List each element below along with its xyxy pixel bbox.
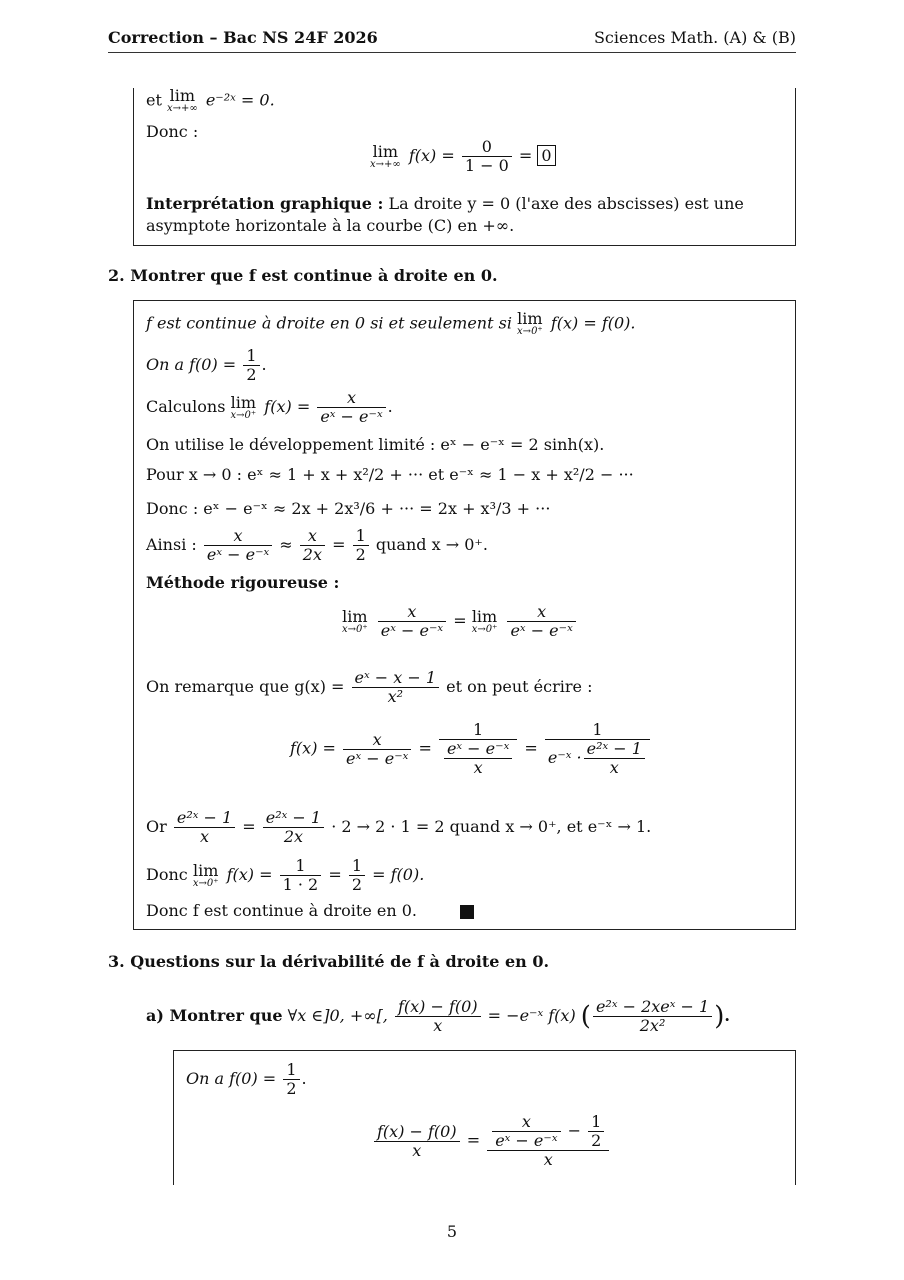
- limit-equation: lim x→+∞ f(x) = $\frac{0}{1 - 0}$ = 0: [370, 138, 556, 175]
- dl-line: On utilise le développement limité : eˣ − e⁻ˣ = 2 sinh(x).: [146, 435, 605, 454]
- interpretation-line-2: asymptote horizontale à la courbe (C) en +∞.: [146, 216, 515, 235]
- f0-value-2: On a f(0) = $\frac{1}{2}$ .: [186, 1060, 307, 1098]
- f0-value: On a f(0) = $\frac{1}{2}$ .: [146, 346, 267, 384]
- donc-line: Donc :: [146, 122, 199, 141]
- section-3-title: 3. Questions sur la dérivabilité de f à droite en 0.: [108, 952, 550, 971]
- limit-line: et lim x→+∞ e⁻²ˣ = 0.: [146, 86, 275, 114]
- question-3a: a) Montrer que ∀x ∈]0, +∞[, $\frac{f(x) - f(0)}{x}$ = −e⁻ˣ f(x) ( $\frac{\text{e²ˣ − 2xeˣ − 1}}{\text{2x²}}$ ).: [146, 997, 730, 1035]
- solution-box-limit: [133, 88, 796, 246]
- donc-taylor-line: Donc : eˣ − e⁻ˣ ≈ 2x + 2x³/6 + ··· = 2x + x³/3 + ···: [146, 499, 551, 518]
- page-number: 5: [446, 1222, 458, 1241]
- calculons-line: Calculons lim x→0⁺ f(x) = $\frac{x}{\text{eˣ − e⁻ˣ}}$ .: [146, 388, 393, 426]
- interpretation-line-1: Interprétation graphique : La droite y = 0 (l'axe des abscisses) est une: [146, 194, 744, 213]
- rigorous-limit: lim x→0⁺ $\frac{x}{\text{eˣ − e⁻ˣ}}$ = lim x→0⁺ $\frac{x}{\text{eˣ − e⁻ˣ}}$: [342, 603, 578, 640]
- solution-box-continuity: [133, 300, 796, 930]
- conclusion-line: Donc f est continue à droite en 0.: [146, 901, 474, 921]
- continuity-definition: f est continue à droite en 0 si et seulement si lim x→0⁺ f(x) = f(0).: [146, 309, 636, 337]
- difference-quotient: $\frac{f(x) - f(0)}{x}$ = $\frac{x}{\text{eˣ − e⁻ˣ}}$ − $\frac{1}{2}$ x: [372, 1113, 611, 1169]
- solution-box-derivability: [173, 1050, 796, 1185]
- qed-square-icon: [460, 905, 474, 919]
- taylor-line: Pour x → 0 : eˣ ≈ 1 + x + x²/2 + ··· et e⁻ˣ ≈ 1 − x + x²/2 − ···: [146, 465, 634, 484]
- boxed-result: 0: [537, 145, 555, 166]
- page-header: [108, 28, 796, 53]
- header-title: Correction – Bac NS 24F 2026: [108, 28, 378, 47]
- section-2-title: 2. Montrer que f est continue à droite en 0.: [108, 266, 498, 285]
- header-subject: Sciences Math. (A) & (B): [593, 28, 796, 47]
- or-line: Or $\frac{\text{e²ˣ − 1}}{x}$ = $\frac{\text{e²ˣ − 1}}{2x}$ · 2 → 2 · 1 = 2 quand x → 0⁺, et e⁻ˣ → 1.: [146, 808, 652, 846]
- donc-limit-line: Donc lim x→0⁺ f(x) = $\frac{1}{1 \cdot 2}$ = $\frac{1}{2}$ = f(0).: [146, 856, 425, 894]
- g-definition: On remarque que g(x) = $\frac{\text{eˣ − x − 1}}{\text{x²}}$ et on peut écrire :: [146, 668, 593, 706]
- limit-operator: lim x→+∞: [167, 86, 198, 114]
- method-heading: Méthode rigoureuse :: [146, 573, 340, 592]
- f-rewrite: f(x) = $\frac{x}{\text{eˣ − e⁻ˣ}}$ = $\frac{1}{\frac{\text{eˣ − e⁻ˣ}}{x}}$ = 1 e⁻ˣ · $\frac{\text{e²ˣ − 1}}{x}$: [290, 721, 652, 777]
- ainsi-line: Ainsi : $\frac{x}{\text{eˣ − e⁻ˣ}}$ ≈ $\frac{x}{2x}$ = $\frac{1}{2}$ quand x → 0⁺.: [146, 526, 488, 564]
- fraction: $\frac{0}{1 - 0}$: [462, 138, 512, 175]
